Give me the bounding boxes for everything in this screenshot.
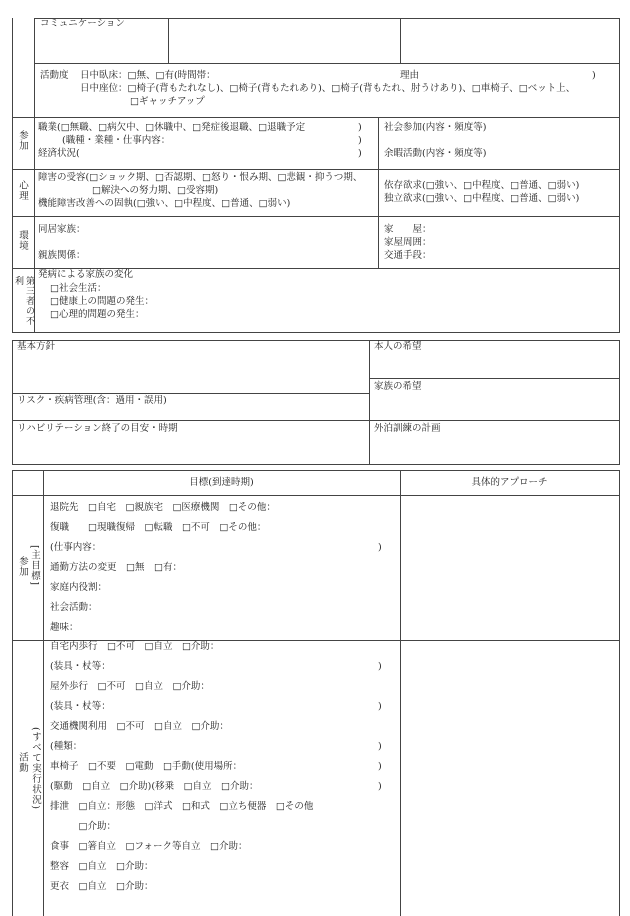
border [12, 470, 620, 471]
border [369, 340, 370, 464]
border [12, 470, 13, 916]
goal-row: 趣味： [50, 622, 79, 633]
border [12, 340, 13, 464]
third-party-disadvantage-label: 第三者の不利 [13, 276, 34, 326]
economy-field: 経済状況( [38, 148, 80, 159]
border [12, 169, 620, 170]
relatives-field: 親族関係： [38, 250, 86, 261]
family-wish-label: 家族の希望 [374, 381, 422, 392]
family-change-label: 発病による家族の変化 [38, 269, 134, 280]
psychology-label: 心理 [17, 180, 28, 201]
cohabiting-family-field: 同居家族： [38, 224, 86, 235]
health-problem-field: □健康上の問題の発生： [50, 296, 154, 307]
border [168, 18, 169, 63]
daytime-sitting-field-cont: □ギャッチアップ [130, 96, 205, 107]
social-participation-field: 社会参加(内容・頻度等) [384, 122, 487, 133]
goal-row: □介助： [50, 821, 116, 832]
close-paren: ) [378, 761, 382, 772]
goal-row: (仕事内容： [50, 542, 102, 553]
rehab-end-label: リハビリテーション終了の目安・時期 [17, 423, 178, 434]
basic-policy-label: 基本方針 [17, 341, 56, 352]
goal-row: (装具・杖等： [50, 701, 111, 712]
dependence-field: 依存欲求(□強い、□中程度、□普通、□弱い) [384, 180, 580, 191]
transport-field: 交通手段： [384, 250, 432, 261]
activity-sub-label: (すべて実行状況) [30, 727, 41, 810]
goal-row: 食事 □箸自立 □フォーク等自立 □介助： [50, 841, 248, 852]
participation-label: 参加 [17, 556, 28, 577]
environment-label: 環境 [17, 230, 28, 251]
daytime-sitting-field: 日中座位：□椅子(背もたれなし)、□椅子(背もたれあり)、□椅子(背もたれ、肘うけあり)、□車椅子、□ベット上、 [80, 83, 576, 94]
border [378, 117, 379, 268]
close-paren: ) [378, 781, 382, 792]
border [619, 470, 620, 916]
close-paren: ) [378, 542, 382, 553]
goal-row: 社会活動： [50, 602, 98, 613]
close-paren: ) [378, 701, 382, 712]
goal-row: (駆動 □自立 □介助)(移乗 □自立 □介助： [50, 781, 259, 792]
goal-row: 通勤方法の変更 □無 □有： [50, 562, 182, 573]
approach-header: 具体的アプローチ [471, 477, 548, 488]
border [12, 420, 620, 421]
border [12, 495, 620, 496]
job-field: 職業(□無職、□病欠中、□休職中、□発症後退職、□退職予定 [38, 122, 306, 133]
communication-label: コミュニケーション [40, 18, 125, 29]
goal-row: 復職 □現職復帰 □転職 □不可 □その他： [50, 522, 267, 533]
close-paren: ) [358, 122, 362, 133]
border [619, 18, 620, 333]
border [43, 470, 44, 916]
risk-management-label: リスク・疾病管理(含：過用・誤用) [17, 395, 167, 406]
border [12, 340, 620, 341]
house-surroundings-field: 家屋周囲： [384, 237, 432, 248]
goal-row: 自宅内歩行 □不可 □自立 □介助： [50, 641, 220, 652]
leisure-field: 余暇活動(内容・頻度等) [384, 148, 487, 159]
goal-row: 交通機関利用 □不可 □自立 □介助： [50, 721, 229, 732]
activity-label: 活動 [17, 752, 28, 773]
border [12, 332, 620, 333]
border [369, 378, 620, 379]
close-paren: ) [378, 661, 382, 672]
goal-row: (装具・杖等： [50, 661, 111, 672]
independence-field: 独立欲求(□強い、□中程度、□普通、□弱い) [384, 193, 580, 204]
main-goal-label: [主目標] [29, 545, 40, 586]
mental-problem-field: □心理的問題の発生： [50, 309, 145, 320]
close-paren: ) [358, 148, 362, 159]
border [619, 340, 620, 464]
reason-label: 理由 [400, 70, 420, 81]
acceptance-field: 障害の受容(□ショック期、□否認期、□怒り・恨み期、□悲観・抑うつ期、 [38, 172, 363, 183]
social-life-field: □社会生活： [50, 283, 107, 294]
close-paren: ) [378, 741, 382, 752]
border [34, 18, 35, 333]
daytime-bed-field: 日中臥床：□無、□有(時間帯： [80, 70, 216, 81]
goal-row: 車椅子 □不要 □電動 □手動(使用場所： [50, 761, 243, 772]
goal-row: 整容 □自立 □介助： [50, 861, 154, 872]
goal-row: 退院先 □自宅 □親族宅 □医療機関 □その他： [50, 502, 276, 513]
goal-row: 家庭内役割： [50, 582, 108, 593]
border [12, 117, 620, 118]
job-detail-field: (職種・業種・仕事内容： [62, 135, 171, 146]
goal-header: 目標(到達時期) [189, 477, 254, 488]
border [400, 18, 401, 63]
border [12, 216, 620, 217]
goal-row: (種類： [50, 741, 83, 752]
close-paren: ) [592, 70, 596, 81]
close-paren: ) [358, 135, 362, 146]
self-wish-label: 本人の希望 [374, 341, 422, 352]
outing-training-label: 外泊訓練の計画 [374, 423, 441, 434]
fixation-field: 機能障害改善への固執(□強い、□中程度、□普通、□弱い) [38, 198, 291, 209]
border [12, 464, 620, 465]
goal-row: 排泄 □自立：形態 □洋式 □和式 □立ち便器 □その他 [50, 801, 314, 812]
goal-row: 屋外歩行 □不可 □自立 □介助： [50, 681, 210, 692]
border [400, 470, 401, 916]
border [34, 63, 620, 64]
acceptance-field-cont: □解決への努力期、□受容期) [92, 185, 219, 196]
participation-label: 参加 [17, 130, 28, 151]
goal-row: 更衣 □自立 □介助： [50, 881, 154, 892]
border [12, 393, 369, 394]
house-field: 家 屋： [384, 224, 432, 235]
activity-level-label: 活動度 [40, 70, 69, 81]
